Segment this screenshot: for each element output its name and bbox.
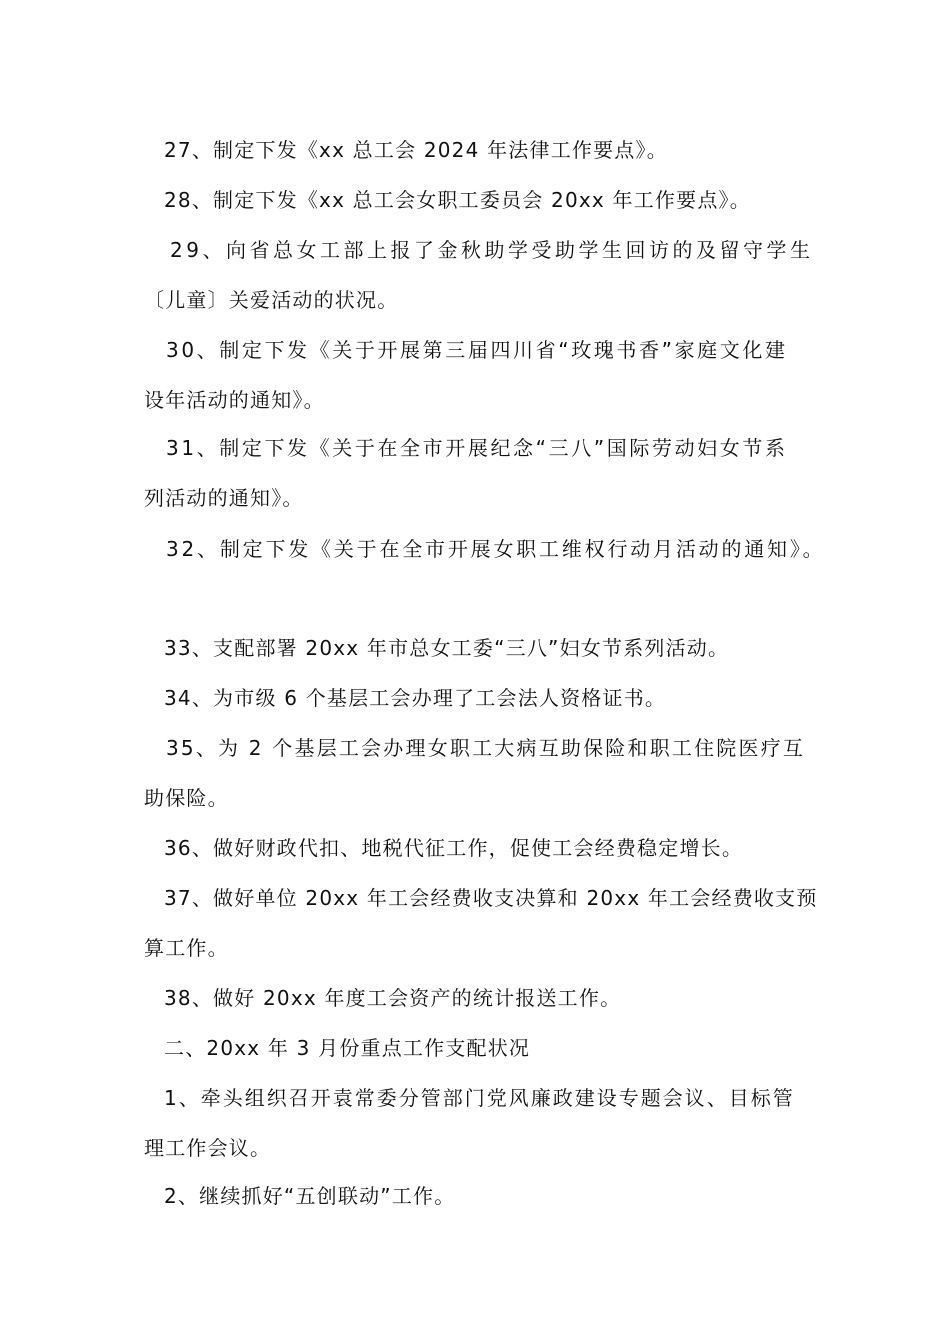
text-line: 助保险。 — [144, 786, 229, 810]
text-line: 38、做好 20xx 年度工会资产的统计报送工作。 — [164, 986, 622, 1010]
text-line: 算工作。 — [144, 936, 229, 960]
text-line: 27、制定下发《xx 总工会 2024 年法律工作要点》。 — [164, 138, 668, 162]
text-line: 34、为市级 6 个基层工会办理了工会法人资格证书。 — [164, 686, 667, 710]
text-line: 30、制定下发《关于开展第三届四川省“玫瑰书香”家庭文化建 — [166, 338, 788, 362]
text-line: 28、制定下发《xx 总工会女职工委员会 20xx 年工作要点》。 — [164, 188, 751, 212]
text-line: 33、支配部署 20xx 年市总女工委“三八”妇女节系列活动。 — [164, 636, 730, 660]
text-line: 二、20xx 年 3 月份重点工作支配状况 — [164, 1036, 531, 1060]
text-line: 37、做好单位 20xx 年工会经费收支决算和 20xx 年工会经费收支预 — [164, 886, 818, 910]
text-line: 31、制定下发《关于在全市开展纪念“三八”国际劳动妇女节系 — [166, 436, 788, 460]
text-line: 1、牵头组织召开袁常委分管部门党风廉政建设专题会议、目标管 — [164, 1086, 795, 1110]
text-line: 32、制定下发《关于在全市开展女职工维权行动月活动的通知》。 — [166, 537, 826, 561]
text-line: 35、为 2 个基层工会办理女职工大病互助保险和职工住院医疗互 — [166, 736, 806, 760]
text-line: 〔儿童〕关爱活动的状况。 — [144, 288, 399, 312]
text-line: 2、继续抓好“五创联动”工作。 — [164, 1184, 456, 1208]
text-line: 设年活动的通知》。 — [144, 388, 325, 412]
text-line: 理工作会议。 — [144, 1136, 272, 1160]
text-line: 29、向省总女工部上报了金秋助学受助学生回访的及留守学生 — [170, 238, 814, 262]
text-line: 36、做好财政代扣、地税代征工作，促使工会经费稳定增长。 — [164, 836, 744, 860]
text-line: 列活动的通知》。 — [144, 486, 304, 510]
